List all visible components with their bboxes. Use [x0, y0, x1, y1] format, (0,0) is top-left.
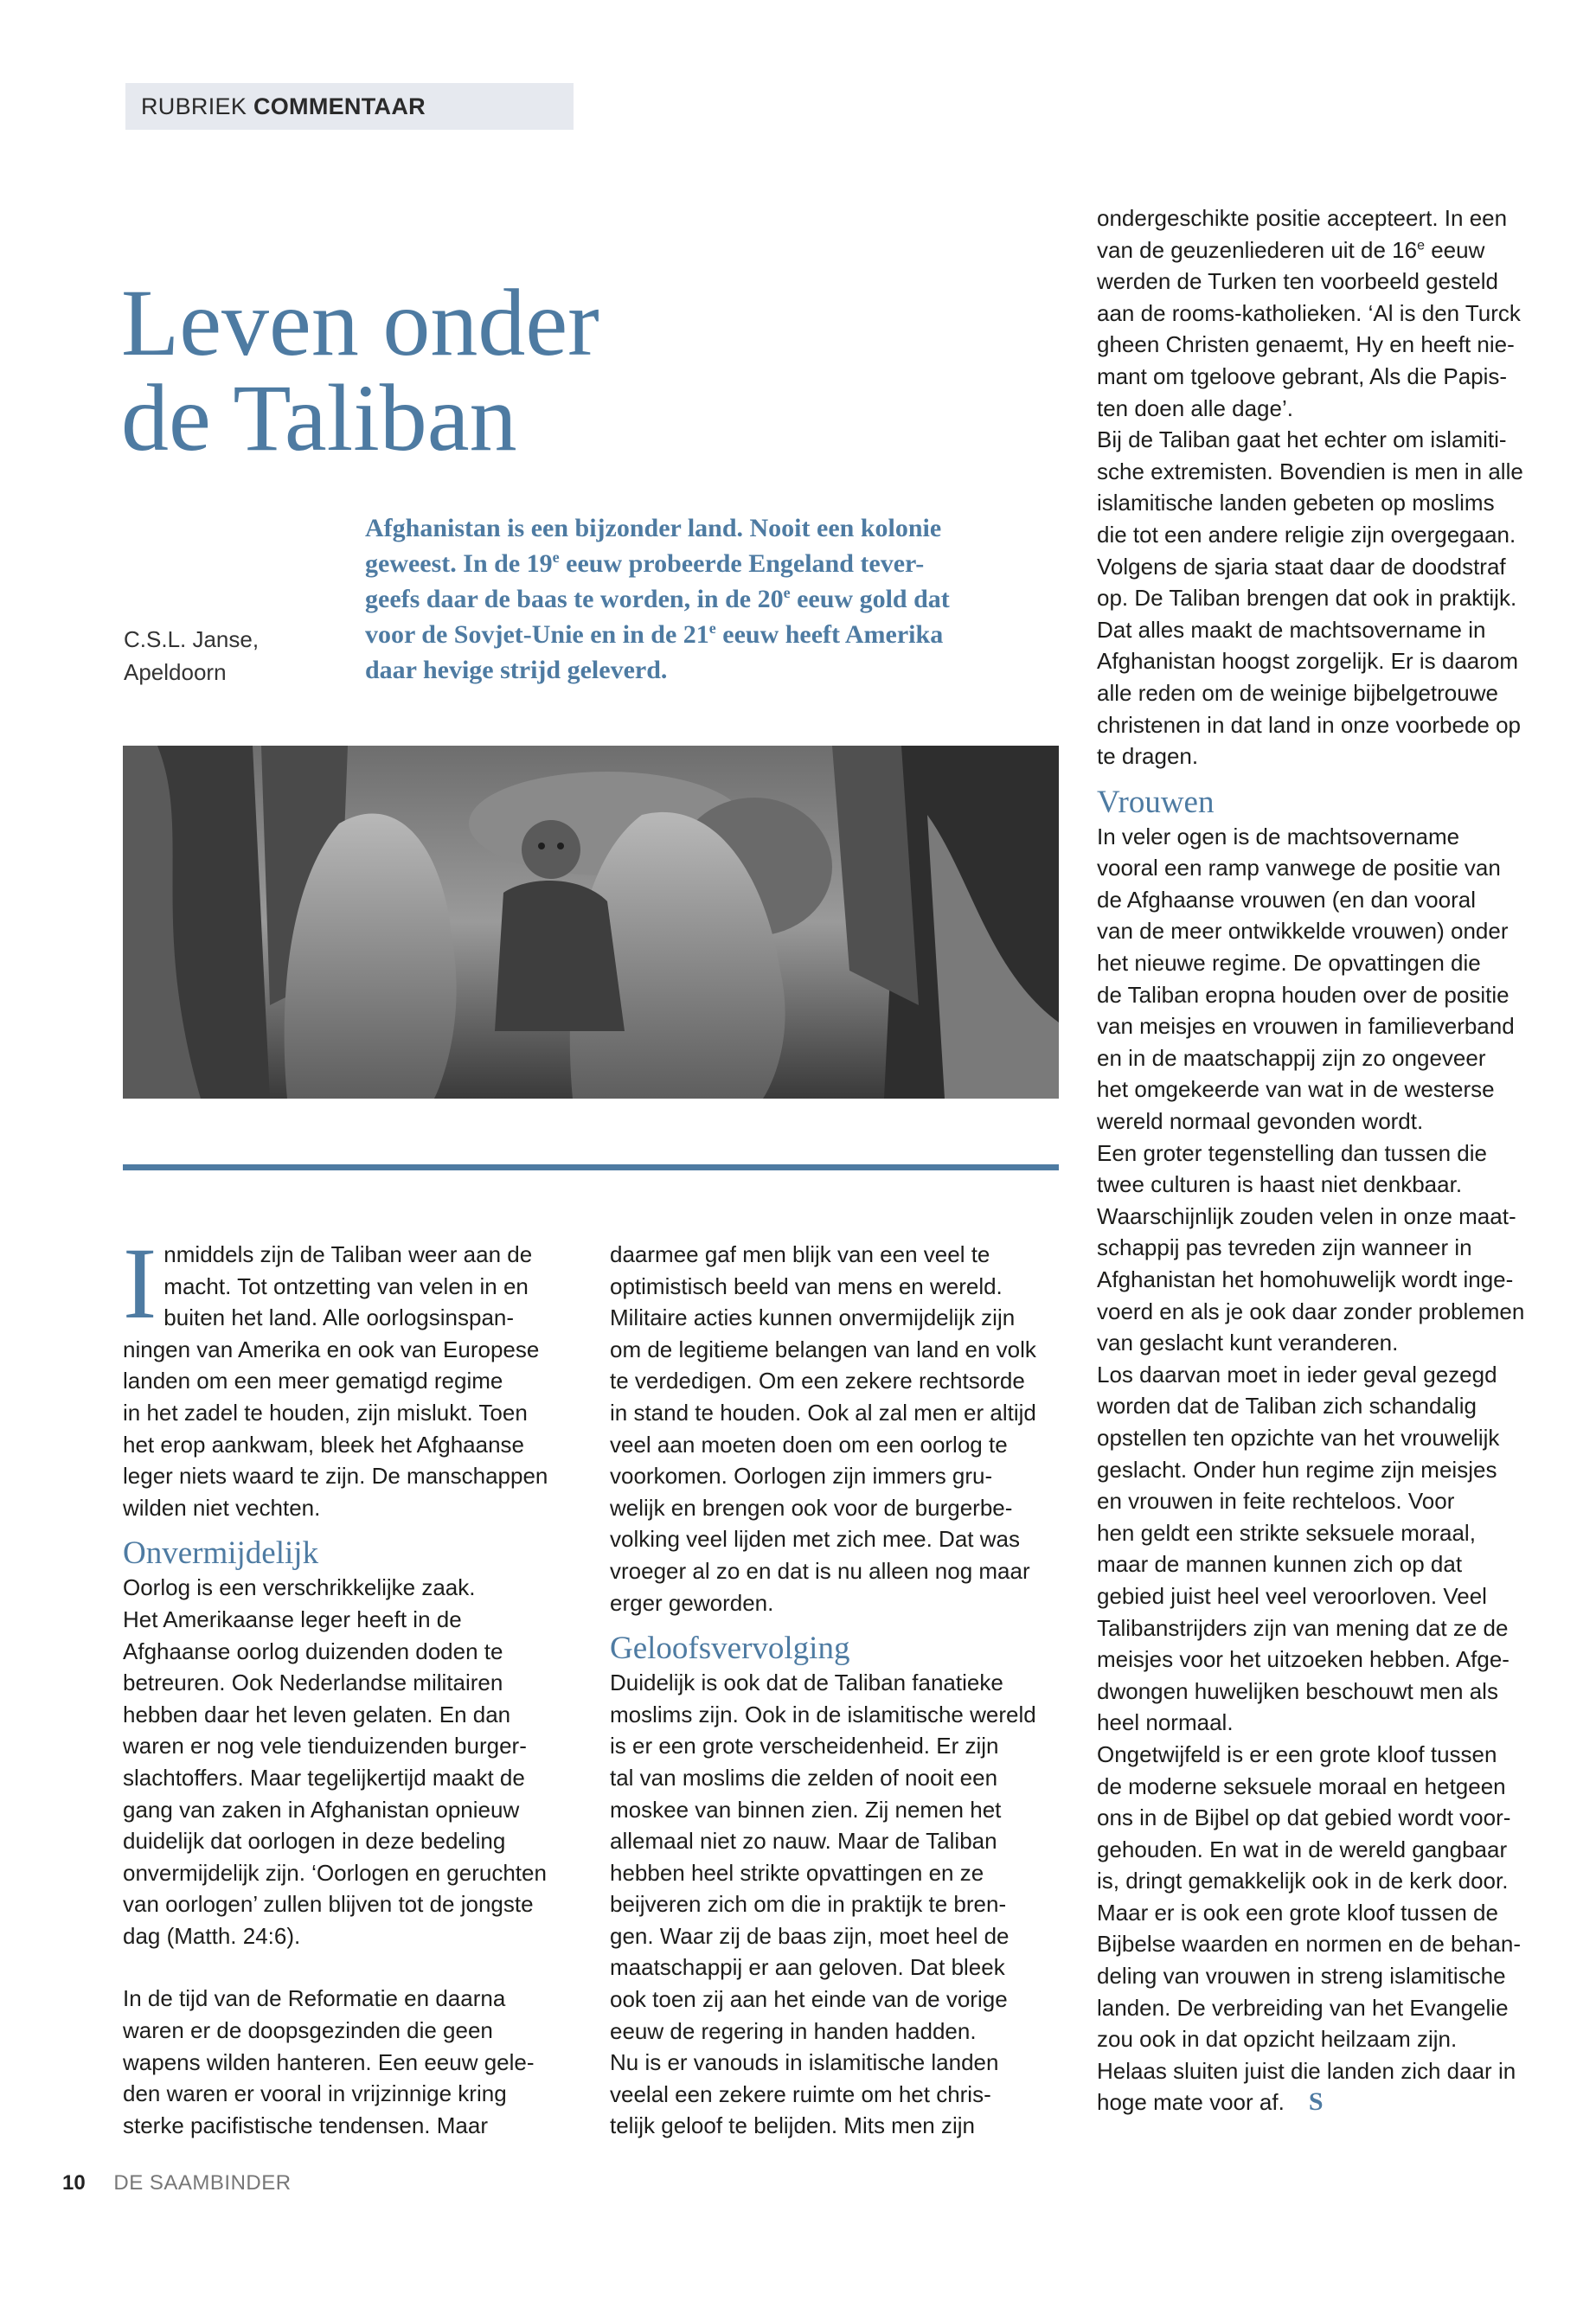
- article-photo: [123, 746, 1059, 1099]
- author-place: Apeldoorn: [124, 659, 227, 685]
- column-1: [123, 1227, 560, 2141]
- intro-line: daar hevige strijd geleverd.: [365, 656, 668, 684]
- author-name: C.S.L. Janse,: [124, 626, 260, 652]
- rubriek-prefix: RUBRIEK: [141, 93, 247, 119]
- intro-line: Afghanistan is een bijzonder land. Nooit een kolonie: [365, 514, 942, 542]
- paragraph: In de tijd van de Reformatie en daarna waren er de doopsgezinden die geen wapens wilden hanteren. Een eeuw gele- den waren er vooral in vrijzinnige kring sterke pacifistische tendensen. Maar: [123, 1985, 535, 2138]
- subheading-vrouwen: Vrouwen: [1097, 784, 1215, 820]
- subheading-onvermijdelijk: Onvermijdelijk: [123, 1535, 319, 1572]
- title-line-2: de Taliban: [121, 365, 517, 471]
- paragraph: Bij de Taliban gaat het echter om islamiti- sche extremisten. Bovendien is men in alle islamitische landen gebeten op moslims die tot een andere religie zijn overgegaan. Volgens de sjaria staat daar de doodstraf op. De Taliban brengen dat ook in praktijk. Dat alles maakt de machtsovername in Afghanistan hoogst zorgelijk. Er is daarom alle reden om de weinige bijbelgetrouwe christenen in dat land in onze voorbede op te dragen.: [1097, 426, 1523, 770]
- article-intro: [365, 510, 1057, 688]
- column-3: [1097, 202, 1547, 2118]
- paragraph: daarmee gaf men blijk van een veel te optimistisch beeld van mens en wereld. Militaire acties kunnen onvermijdelijk zijn om de legitieme belangen van land en volk te verdedigen. Om een zekere rechtsorde in stand te houden. Ook al zal men er altijd veel aan moeten doen om een oorlog te voorkomen. Oorlogen zijn immers gru- welijk en brengen ook voor de burgerbe- volking veel lijden met zich mee. Dat was vroeger al zo en dat is nu alleen nog maar erger geworden.: [610, 1241, 1036, 1616]
- paragraph: Een groter tegenstelling dan tussen die twee culturen is haast niet denkbaar. Waarschijnlijk zouden velen in onze maat- schappij pas tevreden zijn wanneer in Afghanistan het homohuwelijk wordt inge- voerd en als je ook daar zonder problemen van geslacht kunt veranderen.: [1097, 1139, 1525, 1356]
- paragraph: ondergeschikte positie accepteert. In een van de geuzenliederen uit de 16e eeuw werden de Turken ten voorbeeld gesteld aan de rooms-katholieken. ‘Al is den Turck gheen Christen genaemt, Hy en heeft nie- mant om tgeloove gebrant, Als die Papis- ten doen alle dage’.: [1097, 205, 1521, 421]
- rubriek-label: [125, 83, 574, 130]
- subheading-geloofsvervolging: Geloofsvervolging: [610, 1631, 850, 1667]
- magazine-name: DE SAAMBINDER: [113, 2171, 292, 2195]
- paragraph: I nmiddels zijn de Taliban weer aan de macht. Tot ontzetting van velen in en buiten het land. Alle oorlogsinspan- ningen van Amerika en ook van Europese landen om een meer gematigd regime in het zadel te houden, zijn mislukt. Toen het erop aankwam, bleek het Afghaanse leger niets waard te zijn. De manschappen wilden niet vechten.: [123, 1227, 548, 1521]
- rubriek-name: COMMENTAAR: [253, 93, 426, 119]
- page-footer: [62, 2171, 292, 2195]
- separator-rule: [123, 1164, 1059, 1170]
- end-mark-icon: S: [1308, 2087, 1324, 2117]
- paragraph: Oorlog is een verschrikkelijke zaak. Het Amerikaanse leger heeft in de Afghaanse oorlog duizenden doden te betreuren. Ook Nederlandse militairen hebben daar het leven gelaten. En dan waren er nog vele tienduizenden burger- slachtoffers. Maar tegelijkertijd maakt de gang van zaken in Afghanistan opnieuw duidelijk dat oorlogen in deze bedeling onvermijdelijk zijn. ‘Oorlogen en geruchten van oorlogen’ zullen blijven tot de jongste dag (Matth. 24:6).: [123, 1574, 547, 1949]
- paragraph: Duidelijk is ook dat de Taliban fanatieke moslims zijn. Ook in de islamitische wereld is er een grote verscheidenheid. Er zijn tal van moslims die zelden of nooit een moskee van binnen zien. Zij nemen het allemaal niet zo nauw. Maar de Taliban hebben heel strikte opvattingen en ze beijveren zich om die in praktijk te bren- gen. Waar zij de baas zijn, moet heel de maatschappij er aan geloven. Dat bleek ook toen zij aan het einde van de vorige eeuw de regering in handen hadden. Nu is er vanouds in islamitische landen veelal een zekere ruimte om het chris- telijk geloof te belijden. Mits men zijn: [610, 1670, 1036, 2139]
- intro-line: voor de Sovjet-Unie en in de 21e eeuw heeft Amerika: [365, 619, 944, 649]
- title-line-1: Leven onder: [121, 270, 599, 375]
- page-number: 10: [62, 2171, 86, 2195]
- column-2: [610, 1239, 1058, 2142]
- paragraph: In veler ogen is de machtsovername vooral een ramp vanwege de positie van de Afghaanse vrouwen (en dan vooral van de meer ontwikkelde vrouwen) onder het nieuwe regime. De opvattingen die de Taliban eropna houden over de positie van meisjes en vrouwen in familieverband en in de maatschappij zijn zo ongeveer het omgekeerde van wat in de westerse wereld normaal gevonden wordt.: [1097, 823, 1515, 1135]
- intro-line: geefs daar de baas te worden, in de 20e eeuw gold dat: [365, 584, 950, 613]
- paragraph: Los daarvan moet in ieder geval gezegd worden dat de Taliban zich schandalig opstellen ten opzichte van het vrouwelijk geslacht. Onder hun regime zijn meisjes en vrouwen in feite rechteloos. Voor hen geldt een strikte seksuele moraal, maar de mannen kunnen zich op dat gebied juist heel veel veroorloven. Veel Talibanstrijders zijn van mening dat ze de meisjes voor het uitzoeken hebben. Afge- dwongen huwelijken beschouwt men als heel normaal.: [1097, 1361, 1509, 1736]
- intro-line: geweest. In de 19e eeuw probeerde Engeland tever-: [365, 548, 925, 578]
- paragraph: Ongetwijfeld is er een grote kloof tussen de moderne seksuele moraal en hetgeen ons in de Bijbel op dat gebied wordt voor- gehouden. En wat in de wereld gangbaar is, dringt gemakkelijk ook in de kerk door. Maar er is ook een grote kloof tussen de Bijbelse waarden en normen en de behan- deling van vrouwen in streng islamitische landen. De verbreiding van het Evangelie zou ook in dat opzicht heilzaam zijn. Helaas sluiten juist die landen zich daar in hoge mate voor af. S: [1097, 1739, 1547, 2118]
- drop-cap: I: [123, 1227, 157, 1340]
- market-photo-image: [123, 746, 1059, 1099]
- author-block: [124, 623, 259, 689]
- article-title: [121, 270, 599, 471]
